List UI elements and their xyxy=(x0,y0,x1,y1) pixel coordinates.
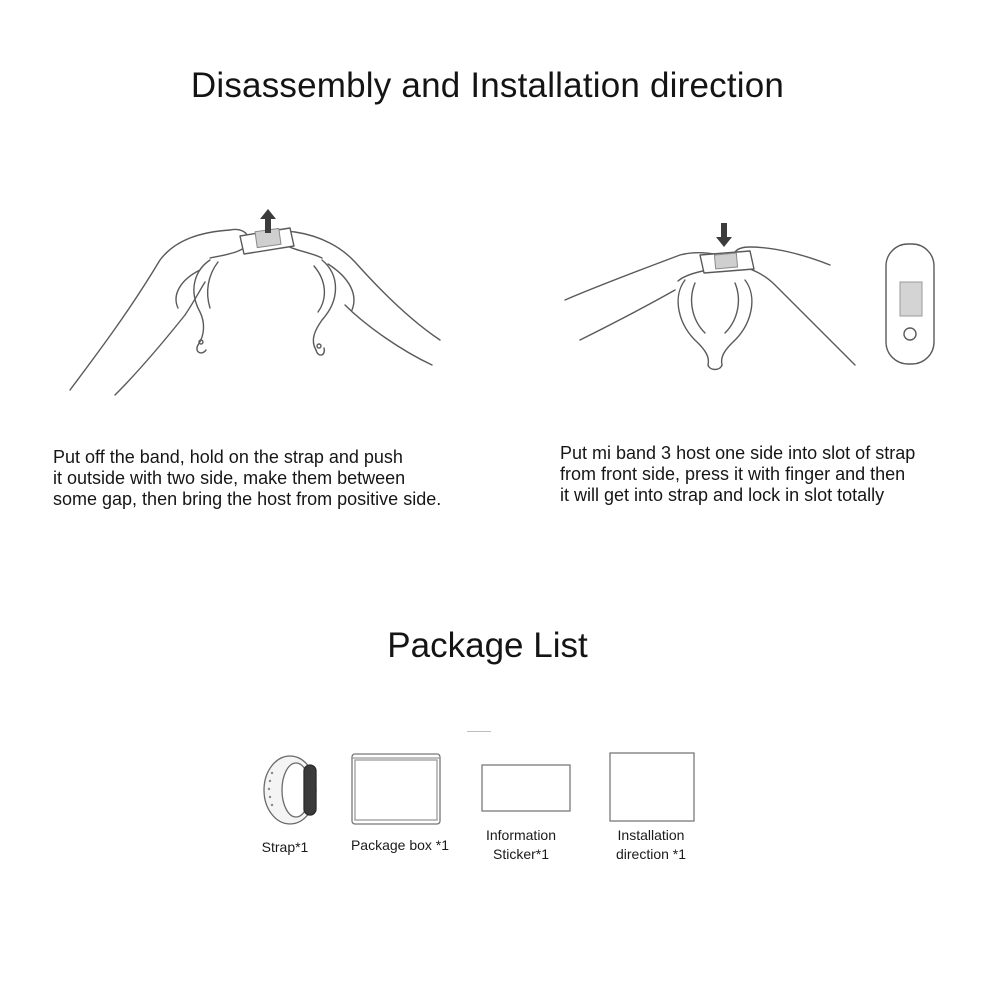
caption-line: some gap, then bring the host from positive side. xyxy=(53,489,442,509)
installation-illustration xyxy=(560,225,860,375)
caption-line: Put mi band 3 host one side into slot of strap xyxy=(560,443,916,463)
package-item-label xyxy=(336,836,464,855)
package-item-text: Information xyxy=(485,827,557,843)
down-arrow-icon xyxy=(714,222,734,248)
caption-line: from front side, press it with finger and then xyxy=(560,464,906,484)
package-item-text: Package box *1 xyxy=(350,837,450,853)
package-list-title: Package List xyxy=(387,626,588,665)
package-item-text: Strap*1 xyxy=(261,839,309,855)
page-title: Disassembly and Installation direction xyxy=(190,66,785,105)
package-item-text: Sticker*1 xyxy=(492,846,550,862)
strap-image xyxy=(258,753,322,827)
up-arrow-icon xyxy=(258,208,278,234)
divider xyxy=(467,731,491,732)
package-item-text: direction *1 xyxy=(615,846,687,862)
package-item-label xyxy=(240,838,330,857)
step-1-caption xyxy=(53,447,513,510)
caption-line: it will get into strap and lock in slot totally xyxy=(560,485,885,505)
step-2-caption xyxy=(560,443,980,506)
information-sticker-image xyxy=(481,764,571,812)
package-box-image xyxy=(350,752,442,826)
package-item-label xyxy=(466,826,576,864)
package-item-text: Installation xyxy=(617,827,685,843)
caption-line: Put off the band, hold on the strap and push xyxy=(53,447,403,467)
band-host-front-view xyxy=(880,240,940,368)
package-item-label xyxy=(596,826,706,864)
installation-direction-image xyxy=(609,752,695,822)
caption-line: it outside with two side, make them between xyxy=(53,468,406,488)
